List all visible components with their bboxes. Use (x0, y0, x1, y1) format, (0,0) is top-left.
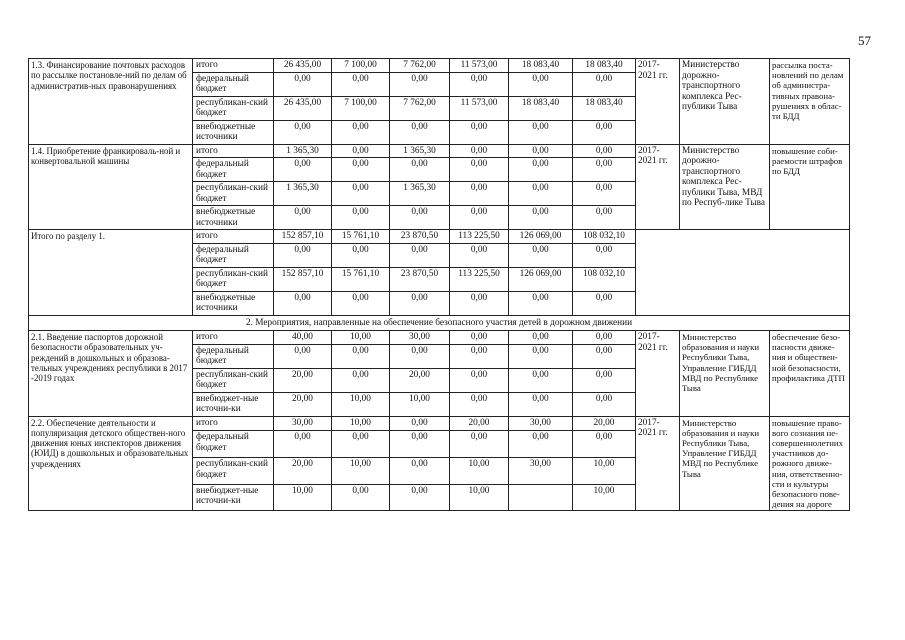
source-label: федеральный бюджет (193, 344, 274, 368)
value-cell: 0,00 (332, 158, 390, 182)
value-cell: 10,00 (450, 484, 509, 511)
value-cell: 126 069,00 (509, 267, 573, 291)
value-cell: 0,00 (509, 344, 573, 368)
source-label: федеральный бюджет (193, 243, 274, 267)
executor-cell: Министерство образования и науки Республики Тыва, Управление ГИБДД МВД по Республике Тыва (680, 331, 770, 417)
value-cell: 0,00 (390, 120, 450, 144)
value-cell: 0,00 (274, 72, 332, 96)
value-cell: 0,00 (573, 206, 636, 230)
value-cell: 0,00 (332, 243, 390, 267)
value-cell: 30,00 (274, 416, 332, 431)
value-cell: 11 573,00 (450, 96, 509, 120)
source-label: республикан-ский бюджет (193, 368, 274, 392)
source-label: итого (193, 59, 274, 73)
value-cell: 126 069,00 (509, 230, 573, 244)
source-label: федеральный бюджет (193, 72, 274, 96)
value-cell: 1 365,30 (274, 144, 332, 158)
value-cell: 23 870,50 (390, 267, 450, 291)
value-cell: 0,00 (509, 206, 573, 230)
table-row (29, 59, 850, 73)
value-cell: 30,00 (509, 458, 573, 485)
value-cell: 0,00 (450, 120, 509, 144)
value-cell: 7 100,00 (332, 96, 390, 120)
value-cell: 152 857,10 (274, 267, 332, 291)
program-table (28, 58, 850, 511)
source-label: внебюджетные источники (193, 206, 274, 230)
value-cell: 0,00 (573, 344, 636, 368)
value-cell: 108 032,10 (573, 230, 636, 244)
value-cell: 10,00 (274, 484, 332, 511)
value-cell: 0,00 (573, 291, 636, 315)
value-cell: 10,00 (573, 484, 636, 511)
period-cell: 2017-2021 гг. (636, 59, 680, 145)
value-cell: 0,00 (573, 368, 636, 392)
value-cell: 20,00 (274, 368, 332, 392)
value-cell: 0,00 (573, 144, 636, 158)
value-cell: 0,00 (573, 72, 636, 96)
value-cell: 30,00 (509, 416, 573, 431)
value-cell: 0,00 (573, 158, 636, 182)
source-label: итого (193, 416, 274, 431)
value-cell: 113 225,50 (450, 267, 509, 291)
value-cell: 1 365,30 (390, 144, 450, 158)
value-cell: 0,00 (332, 182, 390, 206)
value-cell: 0,00 (390, 243, 450, 267)
result-cell: обеспечение безо-пасности движе-ния и обществен-ной безопасности, профилактика ДТП (770, 331, 850, 417)
value-cell: 113 225,50 (450, 230, 509, 244)
value-cell: 0,00 (390, 416, 450, 431)
value-cell: 0,00 (450, 182, 509, 206)
value-cell: 0,00 (390, 458, 450, 485)
value-cell: 108 032,10 (573, 267, 636, 291)
source-label: внебюджет-ные источни-ки (193, 392, 274, 416)
value-cell: 0,00 (274, 120, 332, 144)
source-label: федеральный бюджет (193, 431, 274, 458)
source-label: внебюджетные источники (193, 291, 274, 315)
value-cell: 0,00 (450, 344, 509, 368)
value-cell: 18 083,40 (509, 59, 573, 73)
value-cell: 0,00 (390, 291, 450, 315)
value-cell: 0,00 (450, 368, 509, 392)
period-cell: 2017-2021 гг. (636, 331, 680, 417)
value-cell: 7 762,00 (390, 96, 450, 120)
result-cell: повышение соби-раемости штрафов по БДД (770, 144, 850, 230)
value-cell: 23 870,50 (390, 230, 450, 244)
value-cell: 7 100,00 (332, 59, 390, 73)
value-cell: 0,00 (573, 392, 636, 416)
value-cell: 18 083,40 (573, 59, 636, 73)
value-cell: 7 762,00 (390, 59, 450, 73)
source-label: республикан-ский бюджет (193, 267, 274, 291)
value-cell: 0,00 (450, 243, 509, 267)
value-cell: 0,00 (509, 331, 573, 345)
table-row (29, 144, 850, 158)
value-cell: 20,00 (573, 416, 636, 431)
value-cell: 26 435,00 (274, 59, 332, 73)
value-cell: 0,00 (450, 392, 509, 416)
source-label: внебюджетные источники (193, 120, 274, 144)
value-cell: 0,00 (450, 72, 509, 96)
value-cell: 15 761,10 (332, 230, 390, 244)
value-cell: 20,00 (450, 416, 509, 431)
value-cell: 0,00 (332, 368, 390, 392)
value-cell: 0,00 (509, 120, 573, 144)
value-cell: 20,00 (390, 368, 450, 392)
result-cell: рассылка поста-новлений по делам об администра-тивных правона-рушениях в облас-ти БДД (770, 59, 850, 145)
value-cell: 10,00 (332, 392, 390, 416)
value-cell: 0,00 (573, 120, 636, 144)
section-heading: 2. Мероприятия, направленные на обеспечение безопасного участия детей в дорожном движении (29, 315, 850, 331)
value-cell: 0,00 (509, 182, 573, 206)
value-cell: 10,00 (332, 458, 390, 485)
value-cell: 0,00 (390, 431, 450, 458)
source-label: внебюджет-ные источни-ки (193, 484, 274, 511)
table-row (29, 315, 850, 331)
value-cell: 0,00 (390, 72, 450, 96)
value-cell: 0,00 (390, 158, 450, 182)
value-cell: 0,00 (274, 431, 332, 458)
value-cell: 0,00 (509, 431, 573, 458)
source-label: итого (193, 144, 274, 158)
measure-title: 2.1. Введение паспортов дорожной безопасности образовательных уч-реждений в дошкольных и образова-тельных учреждениях республики в 2017 -2019 годах (29, 331, 193, 417)
value-cell: 0,00 (274, 206, 332, 230)
value-cell: 0,00 (332, 206, 390, 230)
value-cell: 30,00 (390, 331, 450, 345)
measure-title: 1.3. Финансирование почтовых расходов по рассылке постановле-ний по делам об административ-ных правонарушениях (29, 59, 193, 145)
value-cell: 0,00 (274, 243, 332, 267)
value-cell: 10,00 (332, 331, 390, 345)
value-cell: 10,00 (390, 392, 450, 416)
executor-cell: Министерство дорожно-транспортного комплекса Рес-публики Тыва, МВД по Респуб-лике Тыва (680, 144, 770, 230)
executor-cell: Министерство дорожно-транспортного комплекса Рес-публики Тыва (680, 59, 770, 145)
empty-cell (636, 230, 850, 316)
value-cell: 0,00 (450, 144, 509, 158)
value-cell: 10,00 (332, 416, 390, 431)
result-cell: повышение право-вого сознания не-совершеннолетних участников до-рожного движе-ния, ответственно-сти и культуры безопасного пове-дения на дороге (770, 416, 850, 511)
value-cell: 0,00 (450, 431, 509, 458)
source-label: республикан-ский бюджет (193, 182, 274, 206)
table-row (29, 416, 850, 431)
executor-cell: Министерство образования и науки Республики Тыва, Управление ГИБДД МВД по Республике Тыва (680, 416, 770, 511)
value-cell: 20,00 (274, 392, 332, 416)
value-cell: 0,00 (332, 431, 390, 458)
value-cell (509, 484, 573, 511)
value-cell: 0,00 (450, 206, 509, 230)
period-cell: 2017-2021 гг. (636, 416, 680, 511)
table-row (29, 230, 850, 244)
source-label: итого (193, 230, 274, 244)
value-cell: 0,00 (450, 158, 509, 182)
value-cell: 0,00 (390, 344, 450, 368)
value-cell: 0,00 (509, 72, 573, 96)
value-cell: 0,00 (509, 144, 573, 158)
value-cell: 0,00 (573, 331, 636, 345)
value-cell: 0,00 (332, 120, 390, 144)
value-cell: 26 435,00 (274, 96, 332, 120)
value-cell: 152 857,10 (274, 230, 332, 244)
value-cell: 0,00 (509, 392, 573, 416)
value-cell: 0,00 (509, 243, 573, 267)
measure-title: 2.2. Обеспечение деятельности и популяризация детского обществен-ного движения юных инспекторов движения (ЮИД) в дошкольных и образовательных учреждениях (29, 416, 193, 511)
value-cell: 0,00 (390, 206, 450, 230)
value-cell: 10,00 (450, 458, 509, 485)
value-cell: 0,00 (573, 182, 636, 206)
table-row (29, 331, 850, 345)
value-cell: 0,00 (332, 144, 390, 158)
value-cell: 0,00 (332, 291, 390, 315)
value-cell: 0,00 (332, 72, 390, 96)
value-cell: 0,00 (509, 291, 573, 315)
value-cell: 0,00 (274, 158, 332, 182)
value-cell: 0,00 (274, 344, 332, 368)
value-cell: 20,00 (274, 458, 332, 485)
value-cell: 0,00 (573, 243, 636, 267)
value-cell: 0,00 (509, 368, 573, 392)
value-cell: 1 365,30 (274, 182, 332, 206)
value-cell: 40,00 (274, 331, 332, 345)
value-cell: 0,00 (332, 344, 390, 368)
value-cell: 11 573,00 (450, 59, 509, 73)
source-label: республикан-ский бюджет (193, 458, 274, 485)
source-label: итого (193, 331, 274, 345)
value-cell: 1 365,30 (390, 182, 450, 206)
page-number: 57 (858, 33, 871, 48)
measure-title: 1.4. Приобретение франкироваль-ной и конвертовальной машины (29, 144, 193, 230)
value-cell: 0,00 (274, 291, 332, 315)
value-cell: 0,00 (450, 331, 509, 345)
source-label: федеральный бюджет (193, 158, 274, 182)
section-total-title: Итого по разделу 1. (29, 230, 193, 316)
value-cell: 10,00 (573, 458, 636, 485)
source-label: республикан-ский бюджет (193, 96, 274, 120)
value-cell: 18 083,40 (573, 96, 636, 120)
value-cell: 0,00 (390, 484, 450, 511)
value-cell: 0,00 (332, 484, 390, 511)
value-cell: 0,00 (573, 431, 636, 458)
value-cell: 0,00 (509, 158, 573, 182)
value-cell: 18 083,40 (509, 96, 573, 120)
value-cell: 0,00 (450, 291, 509, 315)
value-cell: 15 761,10 (332, 267, 390, 291)
period-cell: 2017-2021 гг. (636, 144, 680, 230)
